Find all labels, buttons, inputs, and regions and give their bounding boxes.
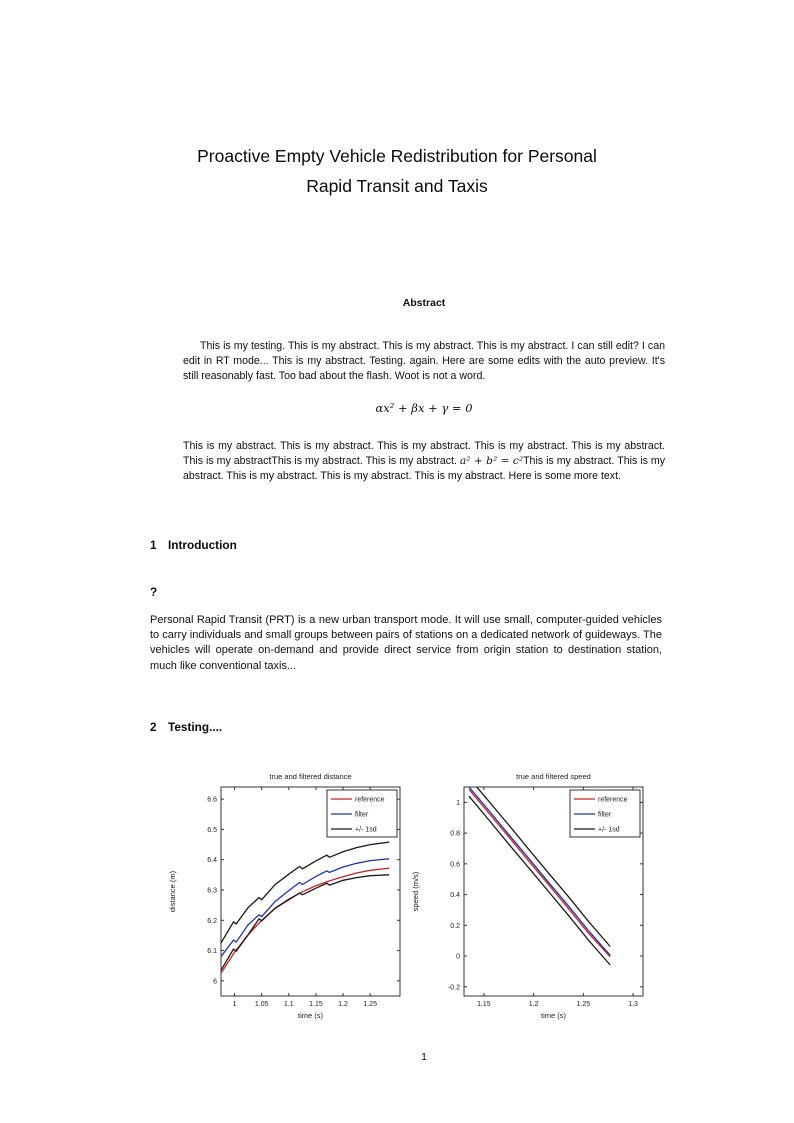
section-number: 1 bbox=[150, 538, 157, 552]
section-heading-introduction bbox=[150, 538, 237, 552]
svg-text:6.6: 6.6 bbox=[207, 796, 217, 804]
svg-text:1.2: 1.2 bbox=[528, 1001, 539, 1008]
page-number: 1 bbox=[421, 1051, 427, 1063]
svg-text:reference: reference bbox=[598, 796, 628, 804]
section-label: Testing.... bbox=[168, 720, 223, 734]
abstract-paragraph-2 bbox=[183, 439, 665, 485]
svg-text:1.15: 1.15 bbox=[309, 1001, 323, 1008]
abstract-paragraph-2-text-before: This is my abstract. This is my abstract. This is my abstract. This is my abstract. This is my abstract. This is my abstractThis is my abstract. This is my abstract. bbox=[183, 440, 665, 468]
svg-text:1.2: 1.2 bbox=[338, 1001, 348, 1008]
svg-text:1.1: 1.1 bbox=[283, 1001, 294, 1008]
svg-text:1: 1 bbox=[232, 1001, 237, 1008]
svg-text:0: 0 bbox=[456, 953, 460, 961]
svg-text:1.25: 1.25 bbox=[363, 1001, 377, 1008]
paper-title-line-2: Rapid Transit and Taxis bbox=[306, 176, 488, 196]
svg-text:time (s): time (s) bbox=[298, 1011, 323, 1020]
svg-text:6.5: 6.5 bbox=[207, 826, 217, 834]
svg-text:0.6: 0.6 bbox=[450, 861, 460, 869]
svg-text:1.25: 1.25 bbox=[576, 1001, 591, 1008]
svg-text:6.4: 6.4 bbox=[207, 857, 217, 865]
svg-text:true and filtered distance: true and filtered distance bbox=[269, 772, 352, 781]
svg-text:filter: filter bbox=[598, 811, 612, 819]
svg-text:time (s): time (s) bbox=[541, 1011, 566, 1020]
svg-text:6.1: 6.1 bbox=[207, 948, 217, 956]
svg-text:1: 1 bbox=[456, 799, 460, 807]
svg-text:+/- 1sd: +/- 1sd bbox=[598, 826, 620, 834]
figure-row bbox=[0, 766, 794, 1028]
section-heading-testing bbox=[150, 720, 222, 734]
display-equation: αx² + βx + γ = 0 bbox=[375, 401, 473, 415]
svg-text:reference: reference bbox=[355, 796, 385, 804]
svg-text:distance (m): distance (m) bbox=[168, 870, 177, 913]
abstract-heading: Abstract bbox=[402, 297, 446, 309]
paper-title bbox=[117, 141, 677, 201]
svg-text:1.15: 1.15 bbox=[477, 1001, 491, 1008]
svg-text:6.3: 6.3 bbox=[207, 887, 217, 895]
svg-text:6.2: 6.2 bbox=[207, 917, 217, 925]
paper-title-line-1: Proactive Empty Vehicle Redistribution for Personal bbox=[197, 146, 597, 166]
svg-text:-0.2: -0.2 bbox=[447, 984, 460, 992]
svg-text:1.05: 1.05 bbox=[254, 1001, 269, 1008]
svg-text:true and filtered speed: true and filtered speed bbox=[516, 772, 591, 781]
inline-equation: a² + b² = c² bbox=[459, 455, 524, 468]
abstract-paragraph-2-text-after: This is my abstract. This is my abstract. This is my abstract. This is my abstract. This is my abstract. Here is some more text. bbox=[183, 455, 665, 483]
abstract-paragraph-1: This is my testing. This is my abstract. This is my abstract. This is my abstract. I can still edit? I can edit in RT mode... This is my abstract. Testing. again. Here are some edits with the auto preview. It's still reasonably fast. Too bad about the flash. Woot is not a word. bbox=[183, 340, 665, 383]
svg-text:6: 6 bbox=[213, 978, 217, 986]
speed-chart-figure bbox=[405, 766, 655, 1024]
svg-text:1.3: 1.3 bbox=[628, 1001, 638, 1008]
distance-chart-figure bbox=[162, 766, 412, 1024]
svg-text:filter: filter bbox=[355, 811, 369, 819]
svg-text:+/- 1sd: +/- 1sd bbox=[355, 826, 377, 834]
section-label: Introduction bbox=[168, 538, 237, 552]
section-number: 2 bbox=[150, 720, 157, 734]
svg-text:0.4: 0.4 bbox=[450, 892, 460, 900]
svg-text:speed (m/s): speed (m/s) bbox=[411, 871, 420, 912]
introduction-paragraph: Personal Rapid Transit (PRT) is a new urban transport mode. It will use small, computer-guided vehicles to carry individuals and small groups between pairs of stations on a dedicated network of guideways. The vehicles will operate on-demand and provide direct service from origin station to destination station, much like conventional taxis... bbox=[150, 614, 662, 672]
svg-text:0.8: 0.8 bbox=[450, 830, 460, 838]
question-subheading: ? bbox=[150, 585, 158, 599]
svg-text:0.2: 0.2 bbox=[450, 922, 460, 930]
